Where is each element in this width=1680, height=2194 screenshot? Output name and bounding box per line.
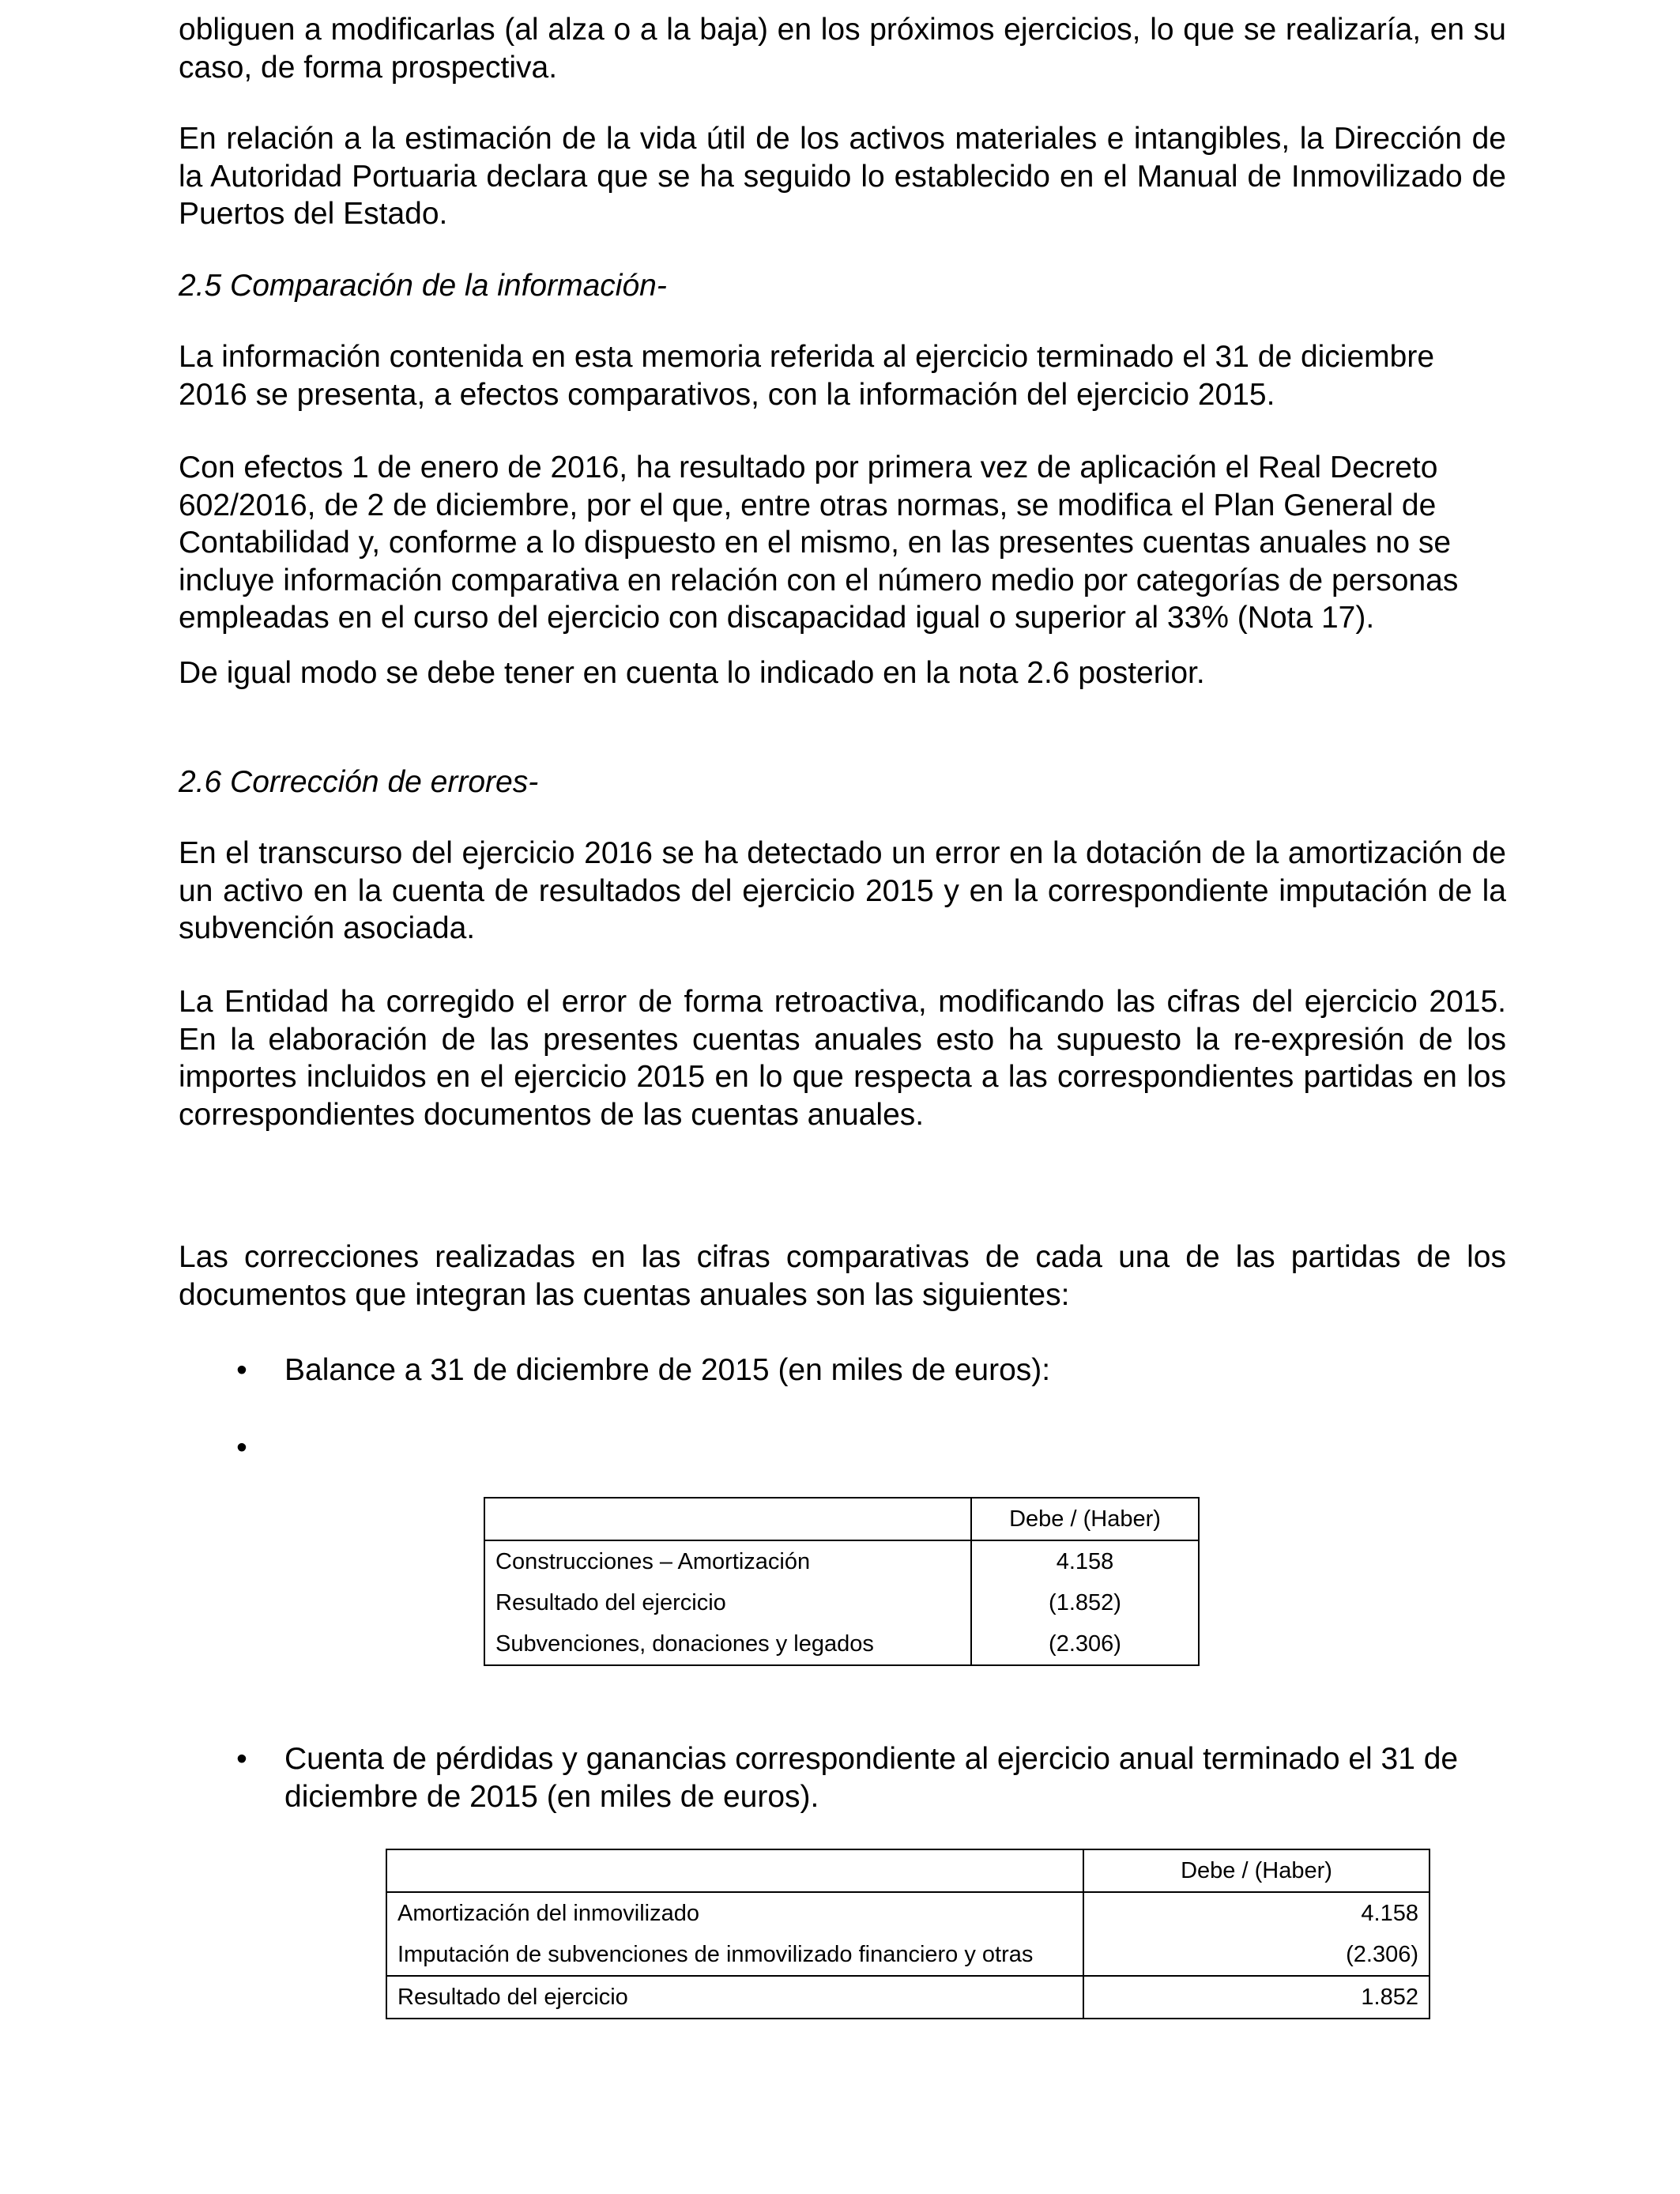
bullet-item-balance bbox=[179, 1351, 1506, 1389]
bullet-text-balance: Balance a 31 de diciembre de 2015 (en miles de euros): bbox=[284, 1353, 1051, 1387]
bullet-text-perdidas-ganancias: Cuenta de pérdidas y ganancias correspondiente al ejercicio anual terminado el 31 de diciembre de 2015 (en miles de euros). bbox=[284, 1742, 1459, 1814]
table-cell-value: (2.306) bbox=[971, 1623, 1199, 1665]
table-cell-value: (1.852) bbox=[971, 1582, 1199, 1623]
bullet-dot: • bbox=[236, 1431, 247, 1465]
table-row bbox=[484, 1540, 1199, 1582]
table-row bbox=[386, 1892, 1430, 1934]
table-cell-label: Construcciones – Amortización bbox=[484, 1540, 971, 1582]
paragraph-correccion-retroactiva: La Entidad ha corregido el error de forma retroactiva, modificando las cifras del ejercicio 2015. En la elaboración de las presentes cuentas anuales esto ha supuesto la re-expresión de los importes incluidos en el ejercicio 2015 en lo que respecta a las correspondientes partidas en los correspondientes documentos de las cuentas anuales. bbox=[179, 985, 1506, 1132]
bullet-dot: • bbox=[236, 1742, 247, 1776]
table-header-row bbox=[484, 1498, 1199, 1540]
balance-corrections-table bbox=[484, 1497, 1200, 1666]
table-cell-label: Resultado del ejercicio bbox=[386, 1976, 1083, 2019]
table-cell-label: Subvenciones, donaciones y legados bbox=[484, 1623, 971, 1665]
paragraph-vida-util: En relación a la estimación de la vida útil de los activos materiales e intangibles, la Dirección de la Autoridad Portuaria declara que se ha seguido lo establecido en el Manual de Inmovilizado de Puertos del Estado. bbox=[179, 122, 1506, 231]
table-header-debe-haber: Debe / (Haber) bbox=[971, 1498, 1199, 1540]
table-row bbox=[386, 1934, 1430, 1976]
table-row bbox=[484, 1582, 1199, 1623]
table-cell-value: 4.158 bbox=[971, 1540, 1199, 1582]
table-header-empty-cell bbox=[484, 1498, 971, 1540]
table-header-row bbox=[386, 1849, 1430, 1892]
bullet-item-empty bbox=[179, 1429, 1506, 1467]
table-cell-value: (2.306) bbox=[1083, 1934, 1430, 1976]
paragraph-error-detectado: En el transcurso del ejercicio 2016 se ha detectado un error en la dotación de la amortización de un activo en la cuenta de resultados del ejercicio 2015 y en la correspondiente imputación de la subvención asociada. bbox=[179, 836, 1506, 945]
paragraph-informacion-contenida: La información contenida en esta memoria referida al ejercicio terminado el 31 de diciembre 2016 se presenta, a efectos comparativos, con la información del ejercicio 2015. bbox=[179, 340, 1435, 412]
table-cell-label: Imputación de subvenciones de inmovilizado financiero y otras bbox=[386, 1934, 1083, 1976]
table-header-empty-cell bbox=[386, 1849, 1083, 1892]
table-header-debe-haber: Debe / (Haber) bbox=[1083, 1849, 1430, 1892]
paragraph-real-decreto: Con efectos 1 de enero de 2016, ha resultado por primera vez de aplicación el Real Decreto 602/2016, de 2 de diciembre, por el que, entre otras normas, se modifica el Plan General de Contabilidad y, conforme a lo dispuesto en el mismo, en las presentes cuentas anuales no se incluye información comparativa en relación con el número medio por categorías de personas empleadas en el curso del ejercicio con discapacidad igual o superior al 33% (Nota 17). bbox=[179, 450, 1459, 635]
bullet-item-perdidas-ganancias bbox=[179, 1740, 1506, 1816]
paragraph-estimaciones: obliguen a modificarlas (al alza o a la baja) en los próximos ejercicios, lo que se realizaría, en su caso, de forma prospectiva. bbox=[179, 13, 1506, 85]
section-heading-2-5: 2.5 Comparación de la información- bbox=[179, 269, 667, 303]
table-row bbox=[386, 1976, 1430, 2019]
table-cell-label: Resultado del ejercicio bbox=[484, 1582, 971, 1623]
section-heading-2-6: 2.6 Corrección de errores- bbox=[179, 765, 539, 799]
paragraph-correcciones-realizadas: Las correcciones realizadas en las cifras comparativas de cada una de las partidas de los documentos que integran las cuentas anuales son las siguientes: bbox=[179, 1240, 1506, 1312]
paragraph-nota-2-6: De igual modo se debe tener en cuenta lo indicado en la nota 2.6 posterior. bbox=[179, 656, 1205, 690]
table-cell-value: 4.158 bbox=[1083, 1892, 1430, 1934]
table-cell-label: Amortización del inmovilizado bbox=[386, 1892, 1083, 1934]
bullet-dot: • bbox=[236, 1353, 247, 1387]
table-row bbox=[484, 1623, 1199, 1665]
table-cell-value: 1.852 bbox=[1083, 1976, 1430, 2019]
profit-loss-corrections-table bbox=[386, 1849, 1430, 2019]
